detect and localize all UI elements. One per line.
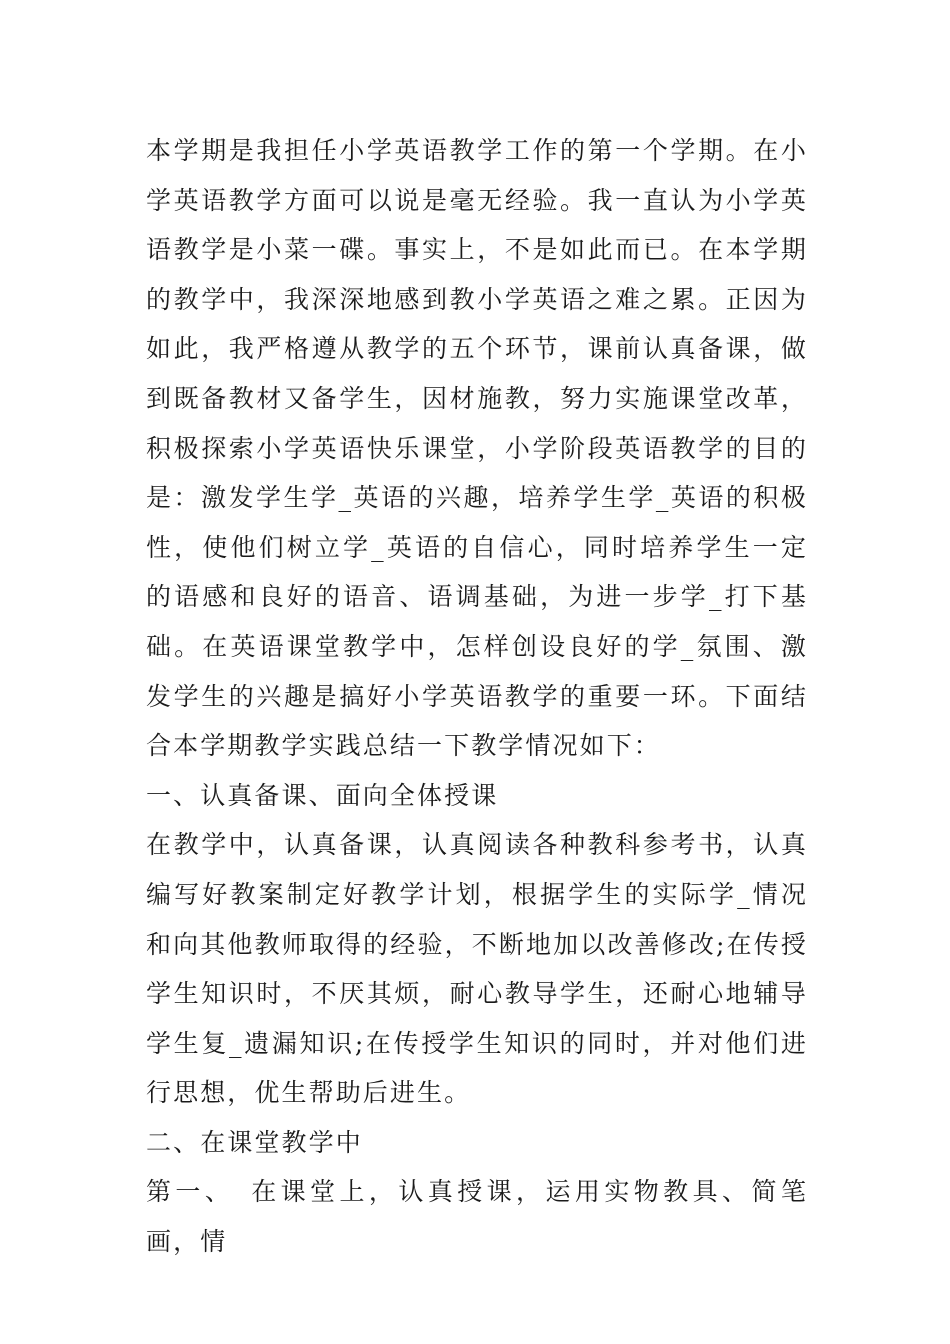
- intro-paragraph: 本学期是我担任小学英语教学工作的第一个学期。在小学英语教学方面可以说是毫无经验。我一直认为小学英语教学是小菜一碟。事实上，不是如此而已。在本学期的教学中，我深深地感到教小学英语之难之累。正因为如此，我严格遵从教学的五个环节，课前认真备课，做到既备教材又备学生，因材施教，努力实施课堂改革，积极探索小学英语快乐课堂，小学阶段英语教学的目的是：激发学生学_英语的兴趣，培养学生学_英语的积极性，使他们树立学_英语的自信心，同时培养学生一定的语感和良好的语音、语调基础，为进一步学_打下基础。在英语课堂教学中，怎样创设良好的学_氛围、激发学生的兴趣是搞好小学英语教学的重要一环。下面结合本学期教学实践总结一下教学情况如下：: [146, 136, 808, 761]
- section-heading-1: 一、认真备课、面向全体授课: [146, 780, 499, 810]
- section-heading-2: 二、在课堂教学中: [146, 1127, 363, 1157]
- document-body: [146, 126, 808, 1267]
- section-2-paragraph: 第一、 在课堂上，认真授课，运用实物教具、简笔画，情: [146, 1177, 808, 1257]
- section-1-paragraph: 在教学中，认真备课，认真阅读各种教科参考书，认真编写好教案制定好教学计划，根据学生的实际学_情况和向其他教师取得的经验，不断地加以改善修改;在传授学生知识时，不厌其烦，耐心教导学生，还耐心地辅导学生复_遗漏知识;在传授学生知识的同时，并对他们进行思想，优生帮助后进生。: [146, 830, 808, 1108]
